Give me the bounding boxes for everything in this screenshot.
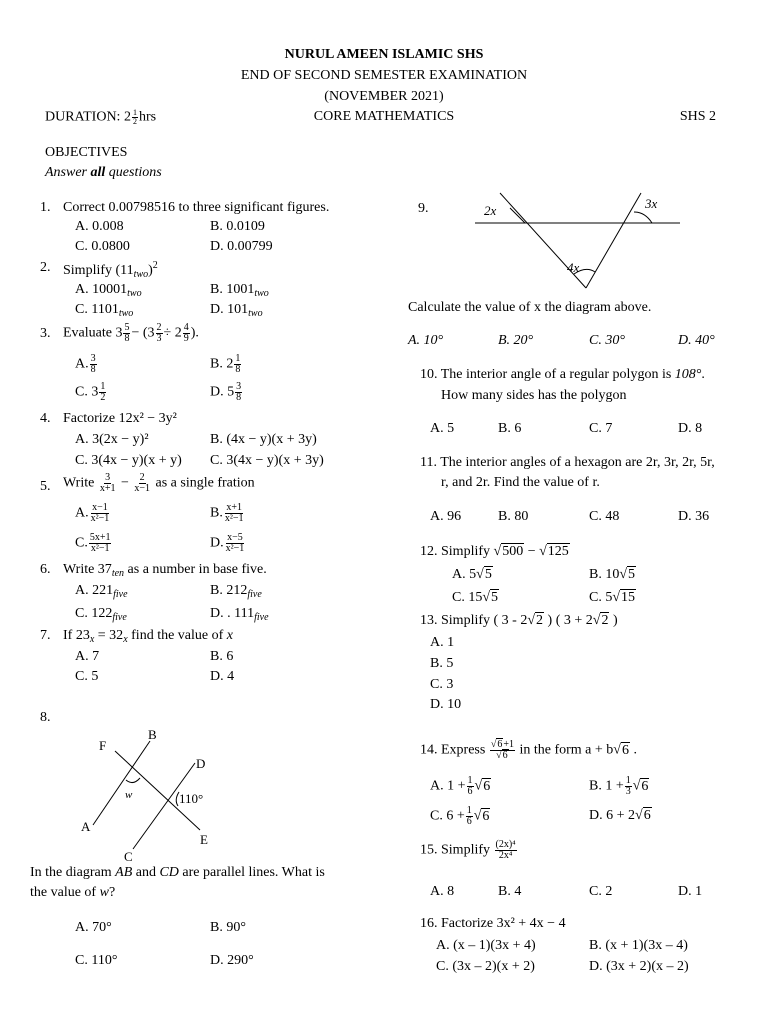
- q8-label-f: F: [99, 738, 107, 753]
- q15-option-d: D. 1: [678, 884, 703, 899]
- q8-parallel-lines-diagram: [70, 720, 250, 865]
- instructions: Answer all questions: [45, 165, 162, 180]
- q9-option-c: C. 30°: [589, 333, 625, 348]
- q5-number: 5.: [40, 479, 51, 494]
- q8-option-b: B. 90°: [210, 920, 246, 935]
- q5-text: Write $\frac{3}{x+1}$ − $\frac{2}{x-1}$ as a single fration: [63, 472, 255, 494]
- q6-text: Write $37_{ten}$ as a number in base five.: [63, 562, 267, 579]
- q8-option-d: D. 290°: [210, 953, 254, 968]
- q1-option-c: C. 0.0800: [75, 239, 130, 254]
- subject: CORE MATHEMATICS: [313, 109, 455, 124]
- q7-text: If $23_x = 32_x$ find the value of x: [63, 628, 233, 645]
- q9-option-a: A. 10°: [408, 333, 444, 348]
- q11-option-d: D. 36: [678, 509, 710, 524]
- q15-option-a: A. 8: [430, 884, 455, 899]
- q8-text-line1: In the diagram AB and CD are parallel lines. What is: [30, 865, 325, 880]
- q5-option-b: B. $\frac{x+1}{\text{x²−1}}$: [210, 502, 244, 524]
- q11-text-line1: 11. The interior angles of a hexagon are 2r, 3r, 2r, 5r,: [420, 455, 715, 470]
- q4-option-d: C. 3(4x − y)(x + 3y): [210, 453, 324, 468]
- q8-option-a: A. 70°: [75, 920, 112, 935]
- q11-option-c: C. 48: [589, 509, 620, 524]
- q8-label-d: D: [196, 756, 206, 771]
- q15-option-c: C. 2: [589, 884, 613, 899]
- q9-label-2x: 2x: [484, 203, 497, 218]
- q8-label-a: A: [81, 819, 91, 834]
- section-title: OBJECTIVES: [45, 145, 128, 160]
- q8-angle-label: 110°: [179, 791, 204, 806]
- q14-option-b: B. 1 + $\frac{1}{3}$ √6: [589, 775, 649, 797]
- exam-date: (NOVEMBER 2021): [324, 89, 444, 104]
- q13-option-d: D. 10: [430, 697, 462, 712]
- school-name: NURUL AMEEN ISLAMIC SHS: [284, 47, 484, 62]
- q8-option-c: C. 110°: [75, 953, 118, 968]
- q2-option-c: C. $1101_{two}$: [75, 302, 134, 319]
- q6-number: 6.: [40, 562, 51, 577]
- q9-option-d: D. 40°: [678, 333, 715, 348]
- q16-option-a: A. (x – 1)(3x + 4): [436, 938, 536, 953]
- q9-text: Calculate the value of x the diagram above.: [408, 300, 652, 315]
- q12-text: 12. Simplify √500 − √125: [420, 544, 569, 559]
- q6-option-d: D. . $111_{five}$: [210, 606, 269, 623]
- q11-option-a: A. 96: [430, 509, 462, 524]
- q9-label-4x: 4x: [567, 260, 580, 275]
- q5-option-a: A. $\frac{x-1}{\text{x²−1}}$: [75, 502, 110, 524]
- q14-option-c: C. 6 + $\frac{1}{6}$ √6: [430, 805, 490, 827]
- q10-option-a: A. 5: [430, 421, 455, 436]
- q5-option-c: C. $\frac{5x+1}{\text{x²−1}}$: [75, 532, 111, 554]
- q9-label-3x: 3x: [645, 196, 658, 211]
- q1-option-a: A. 0.008: [75, 219, 124, 234]
- q8-label-e: E: [200, 832, 208, 847]
- q12-option-c: C. 15√5: [452, 590, 499, 605]
- q3-option-a: A. $\frac{3}{8}$: [75, 353, 96, 375]
- q16-option-d: D. (3x + 2)(x – 2): [589, 959, 689, 974]
- q12-option-b: B. 10√5: [589, 567, 636, 582]
- q10-text-line2: How many sides has the polygon: [441, 388, 627, 403]
- q10-option-c: C. 7: [589, 421, 613, 436]
- q1-option-b: B. 0.0109: [210, 219, 265, 234]
- q12-option-a: A. 5√5: [452, 567, 492, 582]
- q10-text-line1: 10. The interior angle of a regular polygon is 108°.: [420, 367, 705, 382]
- class-level: SHS 2: [679, 109, 716, 124]
- q1-text: Correct 0.00798516 to three significant figures.: [63, 200, 330, 215]
- q14-text: 14. Express $\frac{√6+1}{√6}$ in the form a + b√6 .: [420, 739, 637, 761]
- q10-option-b: B. 6: [498, 421, 522, 436]
- q4-option-b: B. (4x − y)(x + 3y): [210, 432, 317, 447]
- q5-option-d: D. $\frac{x-5}{\text{x²−1}}$: [210, 532, 245, 554]
- q10-option-d: D. 8: [678, 421, 703, 436]
- q9-option-b: B. 20°: [498, 333, 534, 348]
- q7-number: 7.: [40, 628, 51, 643]
- q11-text-line2: r, and 2r. Find the value of r.: [441, 475, 600, 490]
- q13-text: 13. Simplify ( 3 - 2√2 ) ( 3 + 2√2 ): [420, 613, 618, 628]
- q4-text: Factorize 12x² − 3y²: [63, 411, 177, 426]
- q3-number: 3.: [40, 326, 51, 341]
- q2-option-d: D. $101_{two}$: [210, 302, 263, 319]
- q9-number: 9.: [418, 201, 429, 216]
- q16-text: 16. Factorize 3x² + 4x − 4: [420, 916, 566, 931]
- q3-text: Evaluate 3 $\frac{5}{8}$ − (3 $\frac{2}{3}$ ÷ 2 $\frac{4}{9}$ ).: [63, 322, 199, 344]
- q8-label-c: C: [124, 849, 133, 864]
- q16-option-c: C. (3x – 2)(x + 2): [436, 959, 535, 974]
- q11-option-b: B. 80: [498, 509, 529, 524]
- q8-number: 8.: [40, 710, 51, 725]
- q15-text: 15. Simplify $\frac{\text{(2x)⁴}}{\text{2x⁴}}$: [420, 839, 516, 861]
- q13-option-c: C. 3: [430, 677, 454, 692]
- q2-number: 2.: [40, 260, 51, 275]
- q4-option-c: C. 3(4x − y)(x + y): [75, 453, 182, 468]
- q8-label-w: w: [125, 789, 133, 801]
- q7-option-c: C. 5: [75, 669, 99, 684]
- q12-option-d: C. 5√15: [589, 590, 636, 605]
- q14-option-d: D. 6 + 2√6: [589, 808, 651, 823]
- q2-option-a: A. $10001_{two}$: [75, 282, 142, 299]
- q8-text-line2: the value of w?: [30, 885, 116, 900]
- q2-text: Simplify $(11_{two})^2$: [63, 260, 158, 280]
- q3-option-d: D. 5 $\frac{3}{8}$: [210, 381, 242, 403]
- exam-title: END OF SECOND SEMESTER EXAMINATION: [240, 68, 528, 83]
- q15-option-b: B. 4: [498, 884, 522, 899]
- q1-number: 1.: [40, 200, 51, 215]
- q6-option-a: A. $221_{five}$: [75, 583, 128, 600]
- q7-option-a: A. 7: [75, 649, 100, 664]
- q13-option-b: B. 5: [430, 656, 454, 671]
- q7-option-d: D. 4: [210, 669, 235, 684]
- q6-option-b: B. $212_{five}$: [210, 583, 262, 600]
- q7-option-b: B. 6: [210, 649, 234, 664]
- q8-label-b: B: [148, 727, 157, 742]
- q2-option-b: B. $1001_{two}$: [210, 282, 269, 299]
- q16-option-b: B. (x + 1)(3x – 4): [589, 938, 688, 953]
- q13-option-a: A. 1: [430, 635, 455, 650]
- q4-option-a: A. 3(2x − y)²: [75, 432, 149, 447]
- duration: DURATION: 2 $\frac{1}{2}$ hrs: [45, 108, 157, 126]
- q4-number: 4.: [40, 411, 51, 426]
- q1-option-d: D. 0.00799: [210, 239, 273, 254]
- q14-option-a: A. 1 + $\frac{1}{6}$ √6: [430, 775, 491, 797]
- q3-option-b: B. 2 $\frac{1}{8}$: [210, 353, 241, 375]
- q6-option-c: C. $122_{five}$: [75, 606, 127, 623]
- q3-option-c: C. 3 $\frac{1}{2}$: [75, 381, 106, 403]
- q9-triangle-diagram: [470, 188, 685, 293]
